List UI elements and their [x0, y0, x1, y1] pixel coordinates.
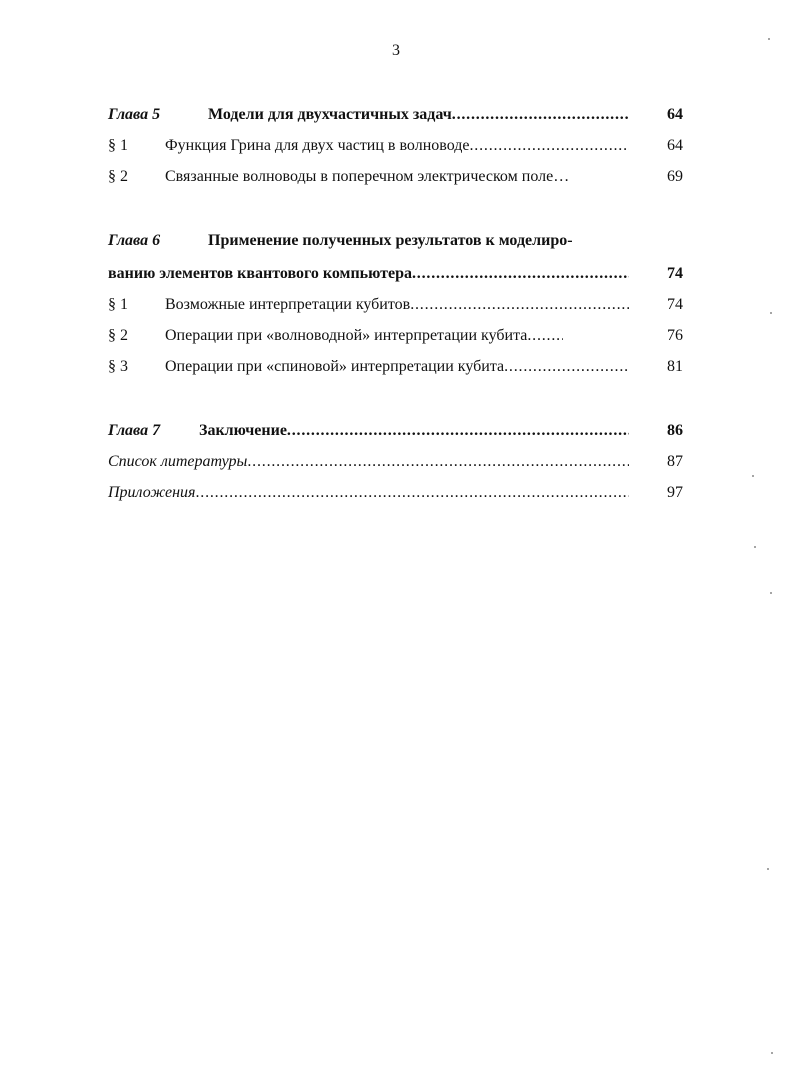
- section-label: § 2: [108, 327, 128, 344]
- section-title: Операции при «волноводной» интерпретации кубита: [165, 327, 528, 344]
- chapter-label: Глава 6: [108, 232, 161, 249]
- toc-chapter-7: [108, 422, 683, 453]
- leader-dots: [410, 296, 629, 314]
- scan-speck: [754, 546, 756, 548]
- page-ref: 74: [667, 265, 683, 282]
- toc-section-6-1: [108, 296, 683, 327]
- chapter-title-line1: Применение полученных результатов к моделиро-: [208, 232, 573, 249]
- leader-dots: [247, 453, 629, 471]
- page-ref: 74: [667, 296, 683, 313]
- toc-section-6-2: [108, 327, 683, 358]
- page-ref: 64: [667, 137, 683, 154]
- scan-speck: [768, 38, 770, 40]
- section-title: Операции при «спиновой» интерпретации кубита: [165, 358, 505, 375]
- toc-chapter-5: [108, 106, 683, 137]
- scan-speck: [752, 475, 754, 477]
- page-ref: 69: [667, 168, 683, 185]
- page-ref: 86: [667, 422, 683, 439]
- scan-speck: [767, 868, 769, 870]
- leader-dots: [287, 422, 629, 440]
- chapter-title: Модели для двухчастичных задач: [208, 106, 452, 123]
- chapter-title-line2: ванию элементов квантового компьютера: [108, 265, 412, 282]
- table-of-contents: [108, 106, 683, 515]
- section-title: Функция Грина для двух частиц в волноводе: [165, 137, 470, 154]
- toc-chapter-6-line2: [108, 265, 683, 296]
- section-label: § 1: [108, 137, 128, 154]
- section-label: § 3: [108, 358, 128, 375]
- appendices-title: Приложения: [108, 484, 196, 501]
- leader-dots: [470, 137, 630, 155]
- chapter-label: Глава 7: [108, 422, 161, 439]
- leader-dots: [527, 327, 563, 345]
- page-ref: 81: [667, 358, 683, 375]
- chapter-title: Заключение: [199, 422, 287, 439]
- toc-section-6-3: [108, 358, 683, 389]
- page-ref: 76: [667, 327, 683, 344]
- toc-references: [108, 453, 683, 484]
- section-label: § 2: [108, 168, 128, 185]
- leader-dots: [195, 484, 629, 502]
- leader-dots: [452, 106, 629, 124]
- leader-dots: [412, 265, 629, 283]
- toc-section-5-1: [108, 137, 683, 168]
- toc-section-5-2: [108, 168, 683, 199]
- leader-dots: [504, 358, 629, 376]
- page-ref: 87: [667, 453, 683, 470]
- page-ref: 64: [667, 106, 683, 123]
- scan-speck: [771, 1052, 773, 1054]
- page-ref: 97: [667, 484, 683, 501]
- page-number: 3: [392, 42, 400, 59]
- toc-chapter-6-line1: [108, 232, 683, 265]
- scan-speck: [770, 312, 772, 314]
- chapter-label: Глава 5: [108, 106, 161, 123]
- scan-speck: [770, 592, 772, 594]
- section-label: § 1: [108, 296, 128, 313]
- section-title: Возможные интерпретации кубитов: [165, 296, 411, 313]
- references-title: Список литературы: [108, 453, 248, 470]
- section-title: Связанные волноводы в поперечном электрическом поле…: [165, 168, 570, 185]
- toc-appendices: [108, 484, 683, 515]
